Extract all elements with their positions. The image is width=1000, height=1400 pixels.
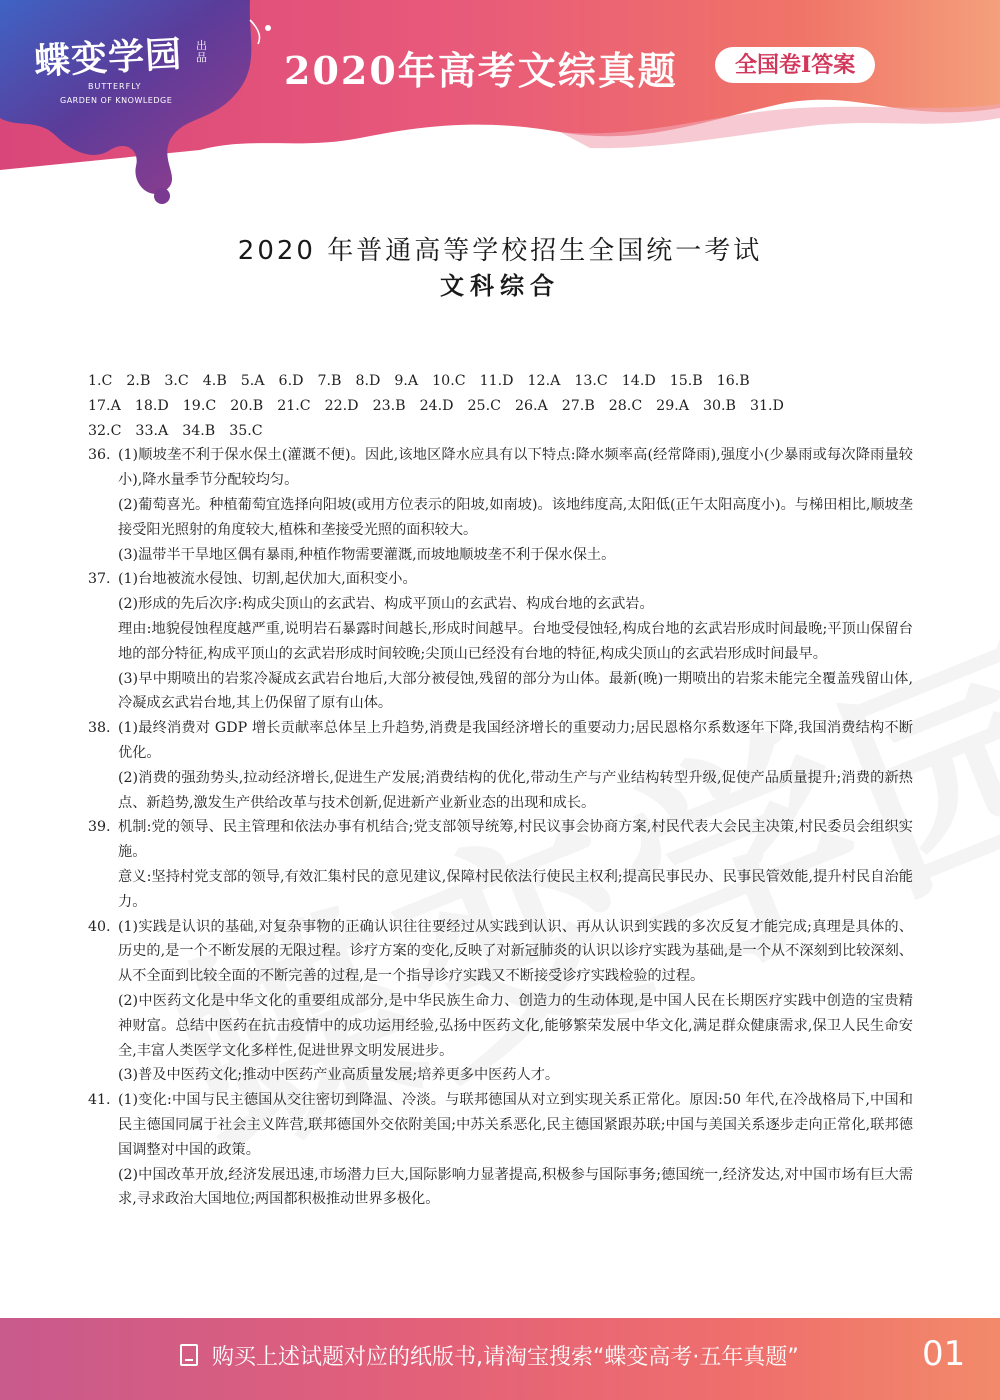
logo-text: 蝶变学园 bbox=[33, 34, 184, 83]
answer-item: 19.C bbox=[182, 397, 217, 414]
question-block bbox=[88, 1088, 913, 1212]
book-icon bbox=[180, 1344, 198, 1366]
logo-publisher-tag: 出品 bbox=[196, 39, 207, 64]
question-block bbox=[88, 567, 913, 716]
answer-paragraph: 理由:地貌侵蚀程度越严重,说明岩石暴露时间越长,形成时间越早。台地受侵蚀轻,构成台地的玄武岩形成时间最晚;平顶山保留台地的部分特征,构成平顶山的玄武岩形成时间较晚;尖顶山已经没有台地的特征,构成尖顶山的玄武岩形成时间最早。 bbox=[118, 620, 913, 662]
answer-paragraph: (2)形成的先后次序:构成尖顶山的玄武岩、构成平顶山的玄武岩、构成台地的玄武岩。 bbox=[118, 596, 654, 613]
question-number: 40. bbox=[88, 918, 111, 935]
answer-item: 1.C bbox=[88, 373, 113, 389]
question-number: 36. bbox=[88, 447, 111, 464]
answer-item: 35.C bbox=[229, 422, 263, 439]
answer-paragraph: (2)中国改革开放,经济发展迅速,市场潜力巨大,国际影响力显著提高,积极参与国际事务;德国统一,经济发达,对中国市场有巨大需求,寻求政治大国地位;两国都积极推动世界多极化。 bbox=[118, 1166, 913, 1208]
answer-paragraph: (1)最终消费对 GDP 增长贡献率总体呈上升趋势,消费是我国经济增长的重要动力;居民恩格尔系数逐年下降,我国消费结构不断优化。 bbox=[118, 720, 913, 761]
answer-paragraph: (3)早中期喷出的岩浆冷凝成玄武岩台地后,大部分被侵蚀,残留的部分为山体。最新(晚)一期喷出的岩浆未能完全覆盖残留山体,冷凝成玄武岩台地,其上仍保留了原有山体。 bbox=[118, 670, 913, 712]
answer-item: 25.C bbox=[467, 397, 501, 414]
question-number: 37. bbox=[88, 571, 111, 588]
answer-item: 33.A bbox=[135, 422, 169, 439]
question-block bbox=[88, 716, 913, 815]
answer-paragraph: (1)台地被流水侵蚀、切割,起伏加大,面积变小。 bbox=[118, 571, 417, 588]
answer-item: 16.B bbox=[716, 373, 750, 389]
question-number: 41. bbox=[88, 1092, 111, 1109]
answer-paragraph: (1)实践是认识的基础,对复杂事物的正确认识往往要经过从实践到认识、再从认识到实践的多次反复才能完成;真理是具体的、历史的,是一个不断发展的无限过程。诊疗方案的变化,反映了对新冠肺炎的认识以诊疗实践为基础,是一个从不深刻到比较深刻、从不全面到比较全面的不断完善的过程,是一个指导诊疗实践又不断接受诊疗实践检验的过程。 bbox=[118, 918, 913, 985]
answer-row bbox=[88, 394, 913, 419]
answer-row bbox=[88, 419, 913, 444]
answer-paragraph: (3)温带半干旱地区偶有暴雨,种植作物需要灌溉,而坡地顺坡垄不利于保水保土。 bbox=[118, 546, 616, 563]
answer-item: 9.A bbox=[394, 373, 419, 389]
footer-promo-text: 购买上述试题对应的纸版书,请淘宝搜索“蝶变高考·五年真题” bbox=[212, 1345, 799, 1370]
answer-paragraph: (2)消费的强劲势头,拉动经济增长,促进生产发展;消费结构的优化,带动生产与产业结构转型升级,促使产品质量提升;消费的新热点、新趋势,激发生产供给改革与技术创新,促进新产业新业态的出现和成长。 bbox=[118, 769, 913, 811]
answer-item: 28.C bbox=[608, 397, 643, 414]
answer-item: 12.A bbox=[527, 373, 561, 389]
answer-item: 11.D bbox=[479, 373, 514, 389]
answer-item: 20.B bbox=[230, 397, 264, 414]
edition-badge: 全国卷Ⅰ答案 bbox=[715, 47, 875, 83]
answer-item: 34.B bbox=[182, 422, 216, 439]
free-response-answers bbox=[88, 443, 913, 1212]
answer-paragraph: (1)顺坡垄不利于保水保土(灌溉不便)。因此,该地区降水应具有以下特点:降水频率高(经常降雨),强度小(少暴雨或每次降雨量较小),降水量季节分配较均匀。 bbox=[118, 447, 913, 489]
answer-item: 27.B bbox=[561, 397, 595, 414]
answer-paragraph: (3)普及中医药文化;推动中医药产业高质量发展;培养更多中医药人才。 bbox=[118, 1067, 560, 1084]
exam-title: 2020 年普通高等学校招生全国统一考试 bbox=[237, 236, 763, 266]
answer-paragraph: (1)变化:中国与民主德国从交往密切到降温、冷淡。与联邦德国从对立到实现关系正常化。原因:50 年代,在冷战格局下,中国和民主德国同属于社会主义阵营,联邦德国外交依附美国;中苏关系恶化,民主德国紧跟苏联;中国与美国关系逐步走向正常化,联邦德国调整对中国的政策。 bbox=[118, 1092, 913, 1158]
answer-paragraph: 机制:党的领导、民主管理和依法办事有机结合;党支部领导统筹,村民议事会协商方案,村民代表大会民主决策,村民委员会组织实施。 bbox=[118, 819, 913, 861]
question-block bbox=[88, 815, 913, 914]
multiple-choice-answers bbox=[88, 369, 913, 443]
footer-bar bbox=[0, 1318, 1000, 1400]
answer-row bbox=[88, 369, 913, 394]
answer-item: 30.B bbox=[702, 397, 736, 414]
answer-item: 31.D bbox=[749, 397, 784, 414]
banner-title: 2020年高考文综真题 bbox=[284, 48, 678, 93]
logo-english-line1: BUTTERFLY bbox=[88, 82, 142, 91]
answer-item: 4.B bbox=[202, 373, 227, 389]
answer-item: 18.D bbox=[134, 397, 169, 414]
answer-item: 15.B bbox=[669, 373, 703, 389]
question-block bbox=[88, 915, 913, 1089]
answer-item: 7.B bbox=[317, 373, 342, 389]
header-banner bbox=[0, 0, 1000, 210]
answer-item: 22.D bbox=[324, 397, 359, 414]
answer-item: 21.C bbox=[277, 397, 311, 414]
answer-paragraph: 意义:坚持村党支部的领导,有效汇集村民的意见建议,保障村民依法行使民主权利;提高民事民办、民事民管效能,提升村民自治能力。 bbox=[118, 868, 913, 910]
exam-subtitle: 文科综合 bbox=[440, 272, 560, 300]
question-number: 38. bbox=[88, 720, 111, 737]
answer-item: 26.A bbox=[514, 397, 548, 414]
answer-item: 23.B bbox=[372, 397, 406, 414]
answer-item: 5.A bbox=[240, 373, 265, 389]
answer-content bbox=[88, 369, 913, 1212]
answer-item: 29.A bbox=[656, 397, 689, 414]
answer-item: 24.D bbox=[419, 397, 454, 414]
answer-item: 17.A bbox=[88, 397, 121, 414]
question-number: 39. bbox=[88, 819, 111, 836]
answer-item: 14.D bbox=[621, 373, 656, 389]
answer-item: 13.C bbox=[574, 373, 608, 389]
answer-item: 8.D bbox=[355, 373, 381, 389]
answer-item: 2.B bbox=[126, 373, 151, 389]
answer-item: 10.C bbox=[432, 373, 466, 389]
answer-paragraph: (2)中医药文化是中华文化的重要组成部分,是中华民族生命力、创造力的生动体现,是中国人民在长期医疗实践中创造的宝贵精神财富。总结中医药在抗击疫情中的成功运用经验,弘扬中医药文化,能够繁荣发展中华文化,满足群众健康需求,保卫人民生命安全,丰富人类医学文化多样性,促进世界文明发展进步。 bbox=[118, 992, 913, 1059]
answer-item: 3.C bbox=[164, 373, 189, 389]
logo-english-line2: GARDEN OF KNOWLEDGE bbox=[60, 96, 173, 105]
answer-item: 32.C bbox=[88, 422, 122, 439]
question-block bbox=[88, 443, 913, 567]
answer-item: 6.D bbox=[278, 373, 304, 389]
page-number: 01 bbox=[922, 1334, 966, 1374]
answer-paragraph: (2)葡萄喜光。种植葡萄宜选择向阳坡(或用方位表示的阳坡,如南坡)。该地纬度高,太阳低(正午太阳高度小)。与梯田相比,顺坡垄接受阳光照射的角度较大,植株和垄接受光照的面积较大。 bbox=[118, 496, 913, 538]
